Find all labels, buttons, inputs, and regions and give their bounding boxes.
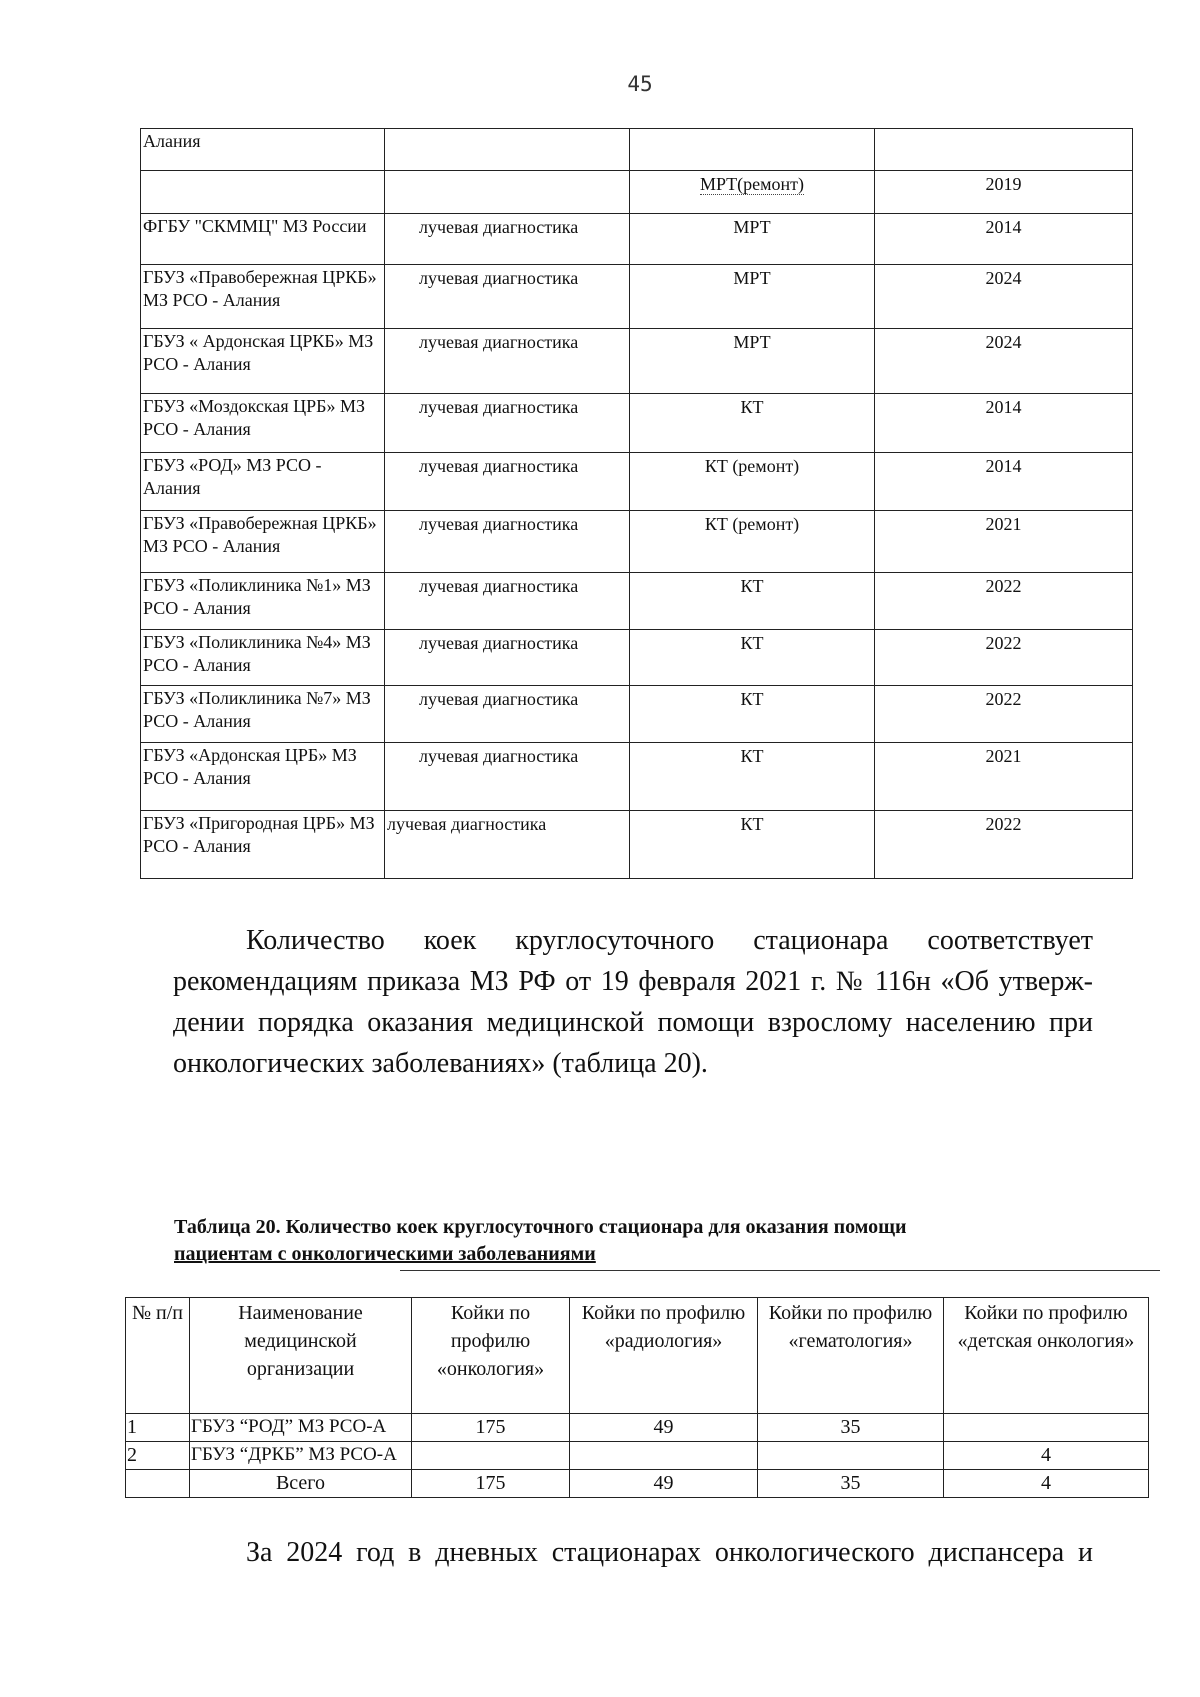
equipment-label: МРТ(ремонт) (699, 174, 805, 194)
profile-cell: лучевая диагностика (385, 686, 630, 743)
year-cell: 2019 (875, 171, 1133, 214)
year-cell: 2022 (875, 573, 1133, 630)
profile-cell: лучевая диагностика (385, 630, 630, 686)
profile-cell: лучевая диагностика (385, 573, 630, 630)
beds-table (125, 1297, 1149, 1498)
table-row (141, 743, 1133, 811)
equipment-cell: КТ (630, 394, 875, 453)
paragraph-day-hospital (173, 1532, 1093, 1573)
hematology-beds (758, 1442, 944, 1470)
child-oncology-beds: 4 (944, 1470, 1149, 1498)
equipment-table (140, 128, 1133, 879)
year-cell: 2022 (875, 811, 1133, 879)
equipment-cell (630, 171, 875, 214)
hematology-beds: 35 (758, 1414, 944, 1442)
header-cell: Койки по профилю «радиология» (570, 1298, 758, 1414)
paragraph-line: Количество коек круглосуточного стационара соответствует (246, 925, 1093, 956)
org-cell: ГБУЗ «Моздокская ЦРБ» МЗ РСО - Алания (141, 394, 385, 453)
table-row (141, 453, 1133, 511)
caption-divider (400, 1270, 1160, 1271)
equipment-cell: МРТ (630, 214, 875, 265)
equipment-cell: МРТ (630, 329, 875, 394)
org-cell: ГБУЗ «Поликлиника №4» МЗ РСО - Алания (141, 630, 385, 686)
table-total-row (126, 1470, 1149, 1498)
paragraph-line: За 2024 год в дневных стационарах онкологического диспансера и (246, 1537, 1093, 1568)
org-cell: Алания (141, 129, 385, 171)
org-cell: ГБУЗ «Пригородная ЦРБ» МЗ РСО - Алания (141, 811, 385, 879)
year-cell: 2021 (875, 511, 1133, 573)
profile-cell: лучевая диагностика (385, 329, 630, 394)
equipment-cell: КТ (630, 686, 875, 743)
table-row (141, 686, 1133, 743)
table-row (141, 511, 1133, 573)
table-row (141, 171, 1133, 214)
caption-line: пациентам с онкологическими заболеваниями (174, 1243, 596, 1265)
org-cell: ГБУЗ «Правобережная ЦРКБ» МЗ РСО - Алания (141, 265, 385, 329)
profile-cell: лучевая диагностика (385, 265, 630, 329)
equipment-cell: КТ (630, 811, 875, 879)
table-header-row (126, 1298, 1149, 1414)
year-cell: 2024 (875, 329, 1133, 394)
equipment-cell: КТ (ремонт) (630, 453, 875, 511)
header-cell: Койки по профилю «гематология» (758, 1298, 944, 1414)
profile-cell: лучевая диагностика (385, 743, 630, 811)
paragraph-line: онкологических заболеваниях» (таблица 20). (173, 1048, 708, 1079)
org-cell (141, 171, 385, 214)
table-row (141, 329, 1133, 394)
table-row (126, 1414, 1149, 1442)
profile-cell: лучевая диагностика (385, 511, 630, 573)
org-cell: ФГБУ "СКММЦ" МЗ России (141, 214, 385, 265)
radiology-beds: 49 (570, 1470, 758, 1498)
profile-cell (385, 129, 630, 171)
total-label: Всего (190, 1470, 412, 1498)
org-cell: ГБУЗ «Правобережная ЦРКБ» МЗ РСО - Алания (141, 511, 385, 573)
year-cell: 2014 (875, 394, 1133, 453)
year-cell: 2022 (875, 630, 1133, 686)
child-oncology-beds: 4 (944, 1442, 1149, 1470)
year-cell (875, 129, 1133, 171)
paragraph-beds (173, 920, 1093, 1084)
radiology-beds: 49 (570, 1414, 758, 1442)
equipment-cell: КТ (630, 743, 875, 811)
organization-name: ГБУЗ “РОД” МЗ РСО-А (190, 1414, 412, 1442)
year-cell: 2014 (875, 453, 1133, 511)
header-cell: № п/п (126, 1298, 190, 1414)
profile-cell (385, 171, 630, 214)
table-row (141, 573, 1133, 630)
org-cell: ГБУЗ «Поликлиника №7» МЗ РСО - Алания (141, 686, 385, 743)
paragraph-line: дении порядка оказания медицинской помощи взрослому населению при (173, 1007, 1093, 1038)
year-cell: 2021 (875, 743, 1133, 811)
org-cell: ГБУЗ « Ардонская ЦРКБ» МЗ РСО - Алания (141, 329, 385, 394)
table-row (141, 630, 1133, 686)
org-cell: ГБУЗ «РОД» МЗ РСО - Алания (141, 453, 385, 511)
paragraph-line: рекомендациям приказа МЗ РФ от 19 февраля 2021 г. № 116н «Об утверж- (173, 966, 1093, 997)
equipment-cell: КТ (ремонт) (630, 511, 875, 573)
oncology-beds: 175 (412, 1470, 570, 1498)
page-number: 45 (627, 72, 653, 96)
table-row (141, 265, 1133, 329)
header-cell: Койки по профилю «детская онкология» (944, 1298, 1149, 1414)
org-cell: ГБУЗ «Поликлиника №1» МЗ РСО - Алания (141, 573, 385, 630)
equipment-cell (630, 129, 875, 171)
profile-cell: лучевая диагностика (385, 453, 630, 511)
caption-line: Таблица 20. Количество коек круглосуточного стационара для оказания помощи (174, 1216, 907, 1238)
oncology-beds: 175 (412, 1414, 570, 1442)
profile-cell: лучевая диагностика (385, 214, 630, 265)
table-row (126, 1442, 1149, 1470)
table-row (141, 811, 1133, 879)
row-number: 1 (126, 1414, 190, 1442)
year-cell: 2014 (875, 214, 1133, 265)
row-number: 2 (126, 1442, 190, 1470)
year-cell: 2022 (875, 686, 1133, 743)
table-row (141, 129, 1133, 171)
profile-cell: лучевая диагностика (385, 811, 630, 879)
equipment-cell: КТ (630, 573, 875, 630)
organization-name: ГБУЗ “ДРКБ” МЗ РСО-А (190, 1442, 412, 1470)
table-row (141, 394, 1133, 453)
child-oncology-beds (944, 1414, 1149, 1442)
profile-cell: лучевая диагностика (385, 394, 630, 453)
hematology-beds: 35 (758, 1470, 944, 1498)
header-cell: Койки по профилю «онкология» (412, 1298, 570, 1414)
table-caption (174, 1214, 1104, 1268)
oncology-beds (412, 1442, 570, 1470)
equipment-cell: МРТ (630, 265, 875, 329)
radiology-beds (570, 1442, 758, 1470)
org-cell: ГБУЗ «Ардонская ЦРБ» МЗ РСО - Алания (141, 743, 385, 811)
year-cell: 2024 (875, 265, 1133, 329)
equipment-cell: КТ (630, 630, 875, 686)
table-row (141, 214, 1133, 265)
header-cell: Наименование медицинской организации (190, 1298, 412, 1414)
row-number (126, 1470, 190, 1498)
